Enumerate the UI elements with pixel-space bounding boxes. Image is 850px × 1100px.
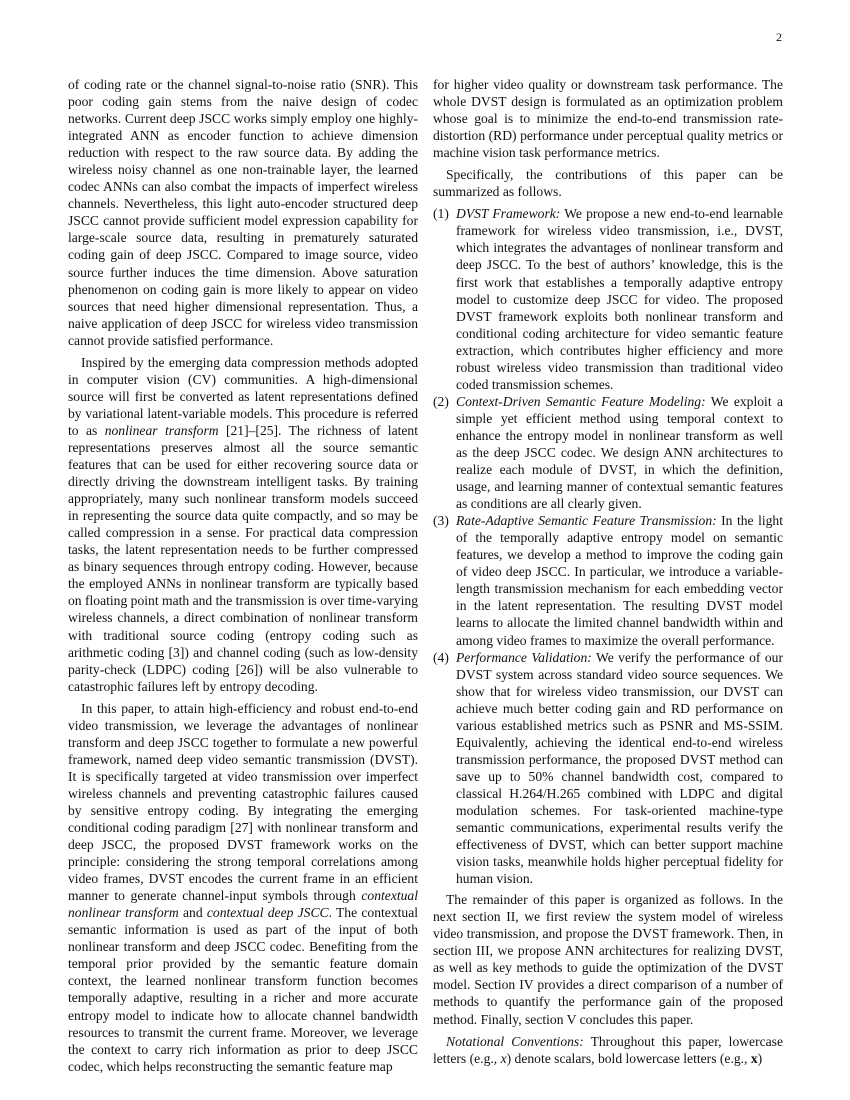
right-paragraph-1: for higher video quality or downstream task performance. The whole DVST design is formulated as an optimization problem whose goal is to minimize the end-to-end transmission rate-distortion (RD) performance under perceptual quality metrics or machine vision task performance metrics. bbox=[433, 77, 783, 161]
right-column bbox=[433, 76, 783, 1067]
contextual-deep-jscc-term: contextual deep JSCC bbox=[206, 905, 329, 921]
contribution-item-3: (3) Rate-Adaptive Semantic Feature Transmission: In the light of the temporally adaptive entropy model on semantic features, we develop a method to improve the coding gain of video deep JSCC. In particular, we introduce a variable-length transmission mechanism for each embedding vector in the latent representation. The resulting DVST model learns to allocate the limited channel bandwidth within and among video frames to maximize the overall performance. bbox=[433, 513, 783, 648]
contributions-list bbox=[433, 205, 783, 887]
left-paragraph-3: In this paper, to attain high-efficiency and robust end-to-end video transmission, we leverage the advantages of nonlinear transform and deep JSCC together to formulate a new powerful framework, named deep video semantic transmission (DVST). It is specifically targeted at video transmission over imperfect wireless channels and preventing catastrophic failures caused by sensitive entropy coding. By integrating the emerging conditional coding paradigm [27] with nonlinear transform and deep JSCC, the proposed DVST framework works on the principle: considering the strong temporal correlations among video frames, DVST encodes the current frame in an efficient manner to generate channel-input symbols through contextual nonlinear transform and contextual deep JSCC. The contextual semantic information is used as part of the input of both nonlinear transform and deep JSCC codec. Benefiting from the temporal prior provided by the semantic feature domain context, the learned nonlinear transform function becomes temporally adaptive, resulting in a richer and more accurate entropy model to indicate how to allocate channel bandwidth resources to transmit the current frame. Moreover, we leverage the context to carry rich information as prior to deep JSCC codec, which helps reconstructing the semantic feature map bbox=[68, 700, 418, 1074]
contribution-item-1: (1) DVST Framework: We propose a new end-to-end learnable framework for wireless video transmission, i.e., DVST, which integrates the advantages of nonlinear transform and deep JSCC. To the best of authors’ knowledge, this is the first work that establishes a temporally adaptive entropy model to customize deep JSCC for video. The proposed DVST framework exploits both nonlinear transform and conditional coding architecture for video semantic feature extraction, which contributes higher efficiency and more robust wireless video transmission than traditional video coded transmission schemes. bbox=[433, 206, 783, 392]
contribution-item-2: (2) Context-Driven Semantic Feature Modeling: We exploit a simple yet efficient method using temporal context to enhance the entropy model in nonlinear transform as well as the deep JSCC codec. We design ANN architectures to realize each module of DVST, in which the definition, usage, and learning manner of contextual semantic features as conditions are all clearly given. bbox=[433, 393, 783, 512]
left-column bbox=[68, 76, 418, 1075]
right-paragraph-4: Notational Conventions: Throughout this paper, lowercase letters (e.g., x) denote scalars, bold lowercase letters (e.g., x) bbox=[433, 1033, 784, 1066]
left-paragraph-1: of coding rate or the channel signal-to-noise ratio (SNR). This poor coding gain stems from the naive design of codec networks. Current deep JSCC works simply employ one highly-integrated ANN as encoder function to achieve dimension reduction with respect to the raw source data. By adding the wireless noisy channel as one non-trainable layer, the learned codec ANNs can also combat the impacts of imperfect wireless channels. Nevertheless, this light auto-encoder structured deep JSCC cannot provide sufficient model expression capability for large-scale source data, resulting in prematurely saturated coding gain of deep JSCC. Compared to image source, video source further induces the time dimension. Above saturation phenomenon on coding gain is more likely to appear on video sources that need higher dimensional representation. Thus, a naive application of deep JSCC for wireless video transmission cannot provide satisfied performance. bbox=[68, 77, 418, 348]
left-paragraph-2: Inspired by the emerging data compression methods adopted in computer vision (CV) communities. A high-dimensional source will first be converted as latent representations defined by variational latent-variable models. This procedure is referred to as nonlinear transform [21]–[25]. The richness of latent representations preserves almost all the source semantic features that can be used for either recovering source data or directly driving the downstream intelligent tasks. By training appropriately, many such nonlinear transform models succeed in representing the source data quite compactly, and so may be called compression in a sense. For practical data compression tasks, the latent representation needs to be further compressed as binary sequences through entropy coding. However, because the employed ANNs in nonlinear transform are typically based on floating point math and the transmission is over time-varying wireless channels, a direct combination of nonlinear transform with traditional source coding (entropy coding such as arithmetic coding [3]) and channel coding (such as low-density parity-check (LDPC) coding [26]) will be also vulnerable to catastrophic failures left by entropy decoding. bbox=[68, 354, 418, 694]
page-number: 2 bbox=[776, 30, 782, 44]
right-paragraph-2: Specifically, the contributions of this paper can be summarized as follows. bbox=[433, 167, 783, 200]
notational-conventions-heading: Notational Conventions: bbox=[446, 1033, 584, 1049]
contextual-nonlinear-transform-term: contextual nonlinear transform bbox=[68, 888, 418, 921]
contribution-item-4: (4) Performance Validation: We verify the performance of our DVST system across standard video source sequences. We show that for wireless video transmission, our DVST can achieve much better coding gain and RD performance on various established metrics such as PSNR and MS-SSIM. Equivalently, achieving the identical end-to-end wireless transmission performance, the proposed DVST method can save up to 50% channel bandwidth cost, compared to classical H.264/H.265 combined with LDPC and digital modulation schemes. For task-oriented machine-type semantic communications, experimental results verify the effectiveness of DVST, which can better support machine vision tasks, meanwhile holds higher perceptual fidelity for human vision. bbox=[433, 649, 783, 887]
right-paragraph-3: The remainder of this paper is organized as follows. In the next section II, we first review the system model of wireless video transmission, and propose the DVST framework. Then, in section III, we propose ANN architectures for realizing DVST, as well as key methods to guide the optimization of the DVST model. Section IV provides a direct comparison of a number of methods to quantify the performance gain of the proposed method. Finally, section V concludes this paper. bbox=[433, 892, 783, 1027]
nonlinear-transform-term: nonlinear transform bbox=[104, 422, 219, 438]
